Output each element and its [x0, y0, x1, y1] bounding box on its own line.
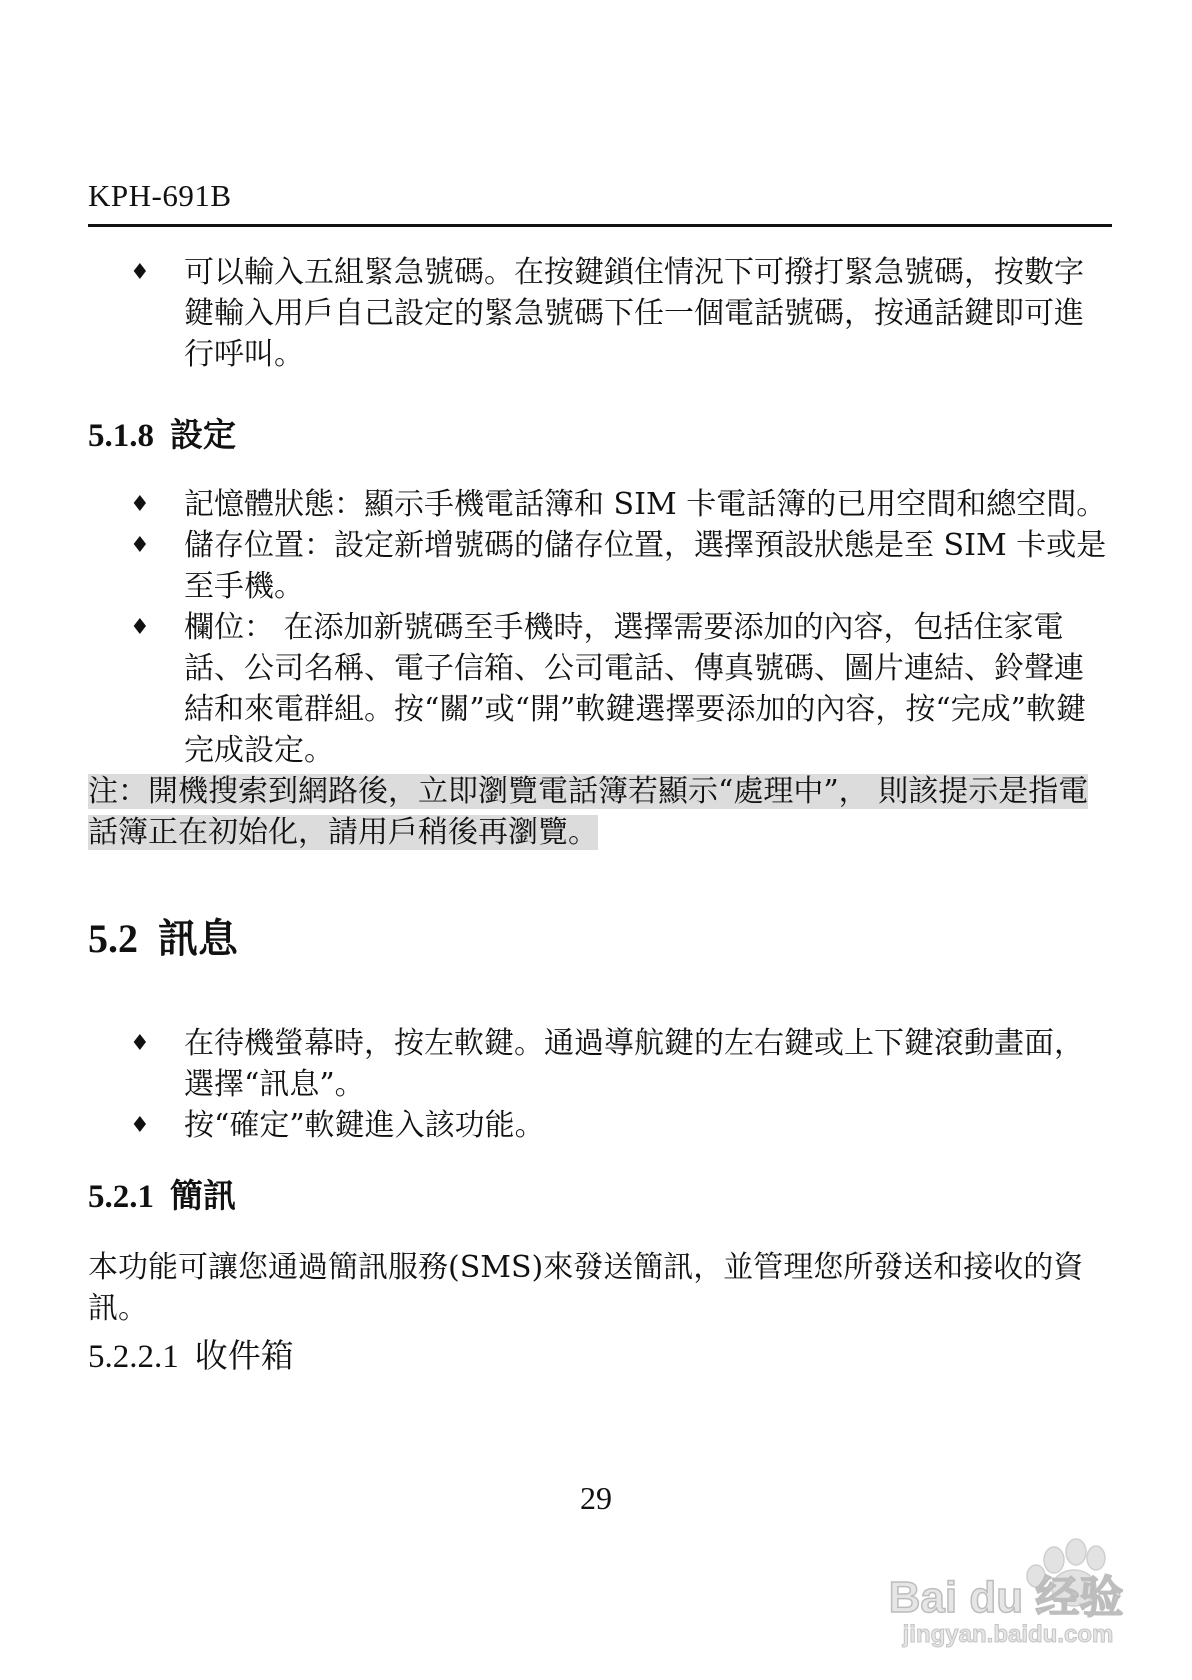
section-518-number: 5.1.8 [88, 418, 154, 454]
section-518-heading [88, 413, 1112, 458]
phonebook-note [88, 771, 1112, 853]
watermark-brand: Bai du 经验 [888, 1573, 1124, 1622]
diamond-bullet-icon: ♦ [130, 260, 150, 285]
section-5221-number: 5.2.2.1 [88, 1339, 179, 1375]
list-item [88, 484, 1112, 525]
diamond-bullet-icon: ♦ [130, 533, 150, 558]
list-item-text: 欄位： 在添加新號碼至手機時，選擇需要添加的內容，包括住家電話、公司名稱、電子信箱、公司電話、傳真號碼、圖片連結、鈴聲連結和來電群組。按“關”或“開”軟鍵選擇要添加的內容，按“完成”軟鍵完成設定。 [184, 610, 1087, 768]
intro-bullet [88, 252, 1112, 375]
page-number: 29 [580, 1480, 612, 1516]
section-518-bullets [88, 484, 1112, 771]
list-item [88, 607, 1112, 771]
list-item-text: 按“確定”軟鍵進入該功能。 [184, 1108, 545, 1143]
section-521-title: 簡訊 [170, 1176, 236, 1215]
section-5221-heading [88, 1335, 1112, 1378]
list-item-text: 在待機螢幕時，按左軟鍵。通過導航鍵的左右鍵或上下鍵滾動畫面，選擇“訊息”。 [184, 1026, 1084, 1102]
section-521-heading [88, 1174, 1112, 1219]
list-item-text: 記憶體狀態：顯示手機電話簿和 SIM 卡電話簿的已用空間和總空間。 [184, 487, 1107, 522]
section-521-number: 5.2.1 [88, 1179, 154, 1215]
document-body [88, 252, 1112, 1378]
page-header-model: KPH-691B [88, 178, 232, 213]
diamond-bullet-icon: ♦ [130, 615, 150, 640]
section-521-paragraph: 本功能可讓您通過簡訊服務(SMS)來發送簡訊，並管理您所發送和接收的資訊。 [88, 1250, 1084, 1326]
section-518-title: 設定 [170, 415, 236, 454]
section-52-heading [88, 913, 1112, 965]
header-rule [88, 224, 1112, 227]
diamond-bullet-icon: ♦ [130, 1113, 150, 1138]
section-52-bullets [88, 1023, 1112, 1146]
diamond-bullet-icon: ♦ [130, 1031, 150, 1056]
list-item-text: 儲存位置：設定新增號碼的儲存位置，選擇預設狀態是至 SIM 卡或是至手機。 [184, 528, 1107, 604]
watermark-url: jingyan.baidu.com [902, 1621, 1114, 1648]
list-item [88, 525, 1112, 607]
diamond-bullet-icon: ♦ [130, 492, 150, 517]
section-5221-title: 收件箱 [194, 1336, 294, 1375]
list-item [88, 1105, 1112, 1146]
intro-bullet-text: 可以輸入五組緊急號碼。在按鍵鎖住情況下可撥打緊急號碼，按數字鍵輸入用戶自己設定的緊急號碼下任一個電話號碼，按通話鍵即可進行呼叫。 [184, 255, 1084, 372]
section-52-number: 5.2 [88, 916, 138, 961]
phonebook-note-text: 注：開機搜索到網路後，立即瀏覽電話簿若顯示“處理中”， 則該提示是指電話簿正在初始化，請用戶稍後再瀏覽。 [88, 774, 1089, 850]
section-52-title: 訊息 [158, 915, 238, 962]
list-item [88, 1023, 1112, 1105]
baidu-jingyan-watermark-icon [858, 1530, 1158, 1650]
